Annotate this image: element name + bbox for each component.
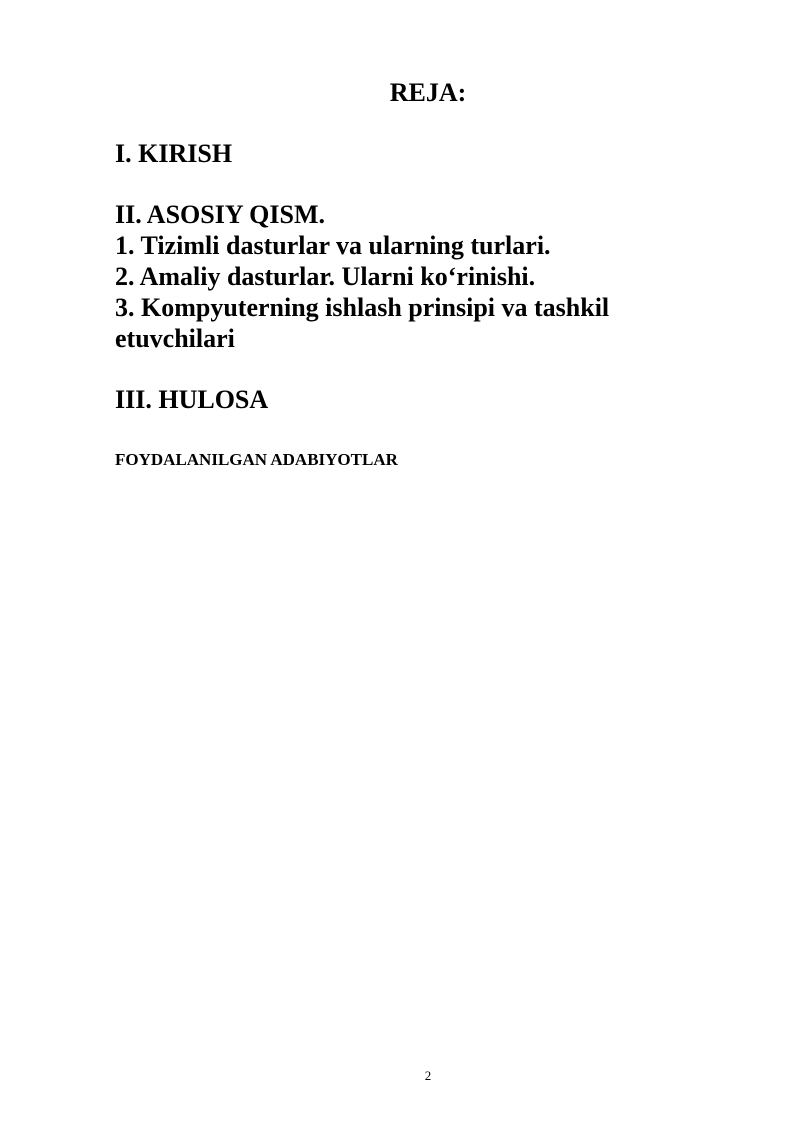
references-heading: FOYDALANILGAN ADABIYOTLAR bbox=[115, 450, 398, 469]
page-title: REJA: bbox=[389, 78, 467, 107]
section-conclusion: III. HULOSA bbox=[115, 385, 269, 414]
section-gap bbox=[115, 169, 675, 199]
plan-contents bbox=[115, 138, 675, 415]
page-number: 2 bbox=[424, 1068, 432, 1083]
main-part-item-1: 1. Tizimli dasturlar va ularning turlari. bbox=[115, 231, 551, 260]
section-introduction: I. KIRISH bbox=[115, 139, 233, 168]
section-main-part: II. ASOSIY QISM. bbox=[115, 200, 325, 229]
section-gap bbox=[115, 354, 675, 384]
main-part-item-3: 3. Kompyuterning ishlash prinsipi va tashkil etuvchilari bbox=[115, 293, 610, 353]
main-part-item-2: 2. Amaliy dasturlar. Ularni ko‘rinishi. bbox=[115, 262, 536, 291]
